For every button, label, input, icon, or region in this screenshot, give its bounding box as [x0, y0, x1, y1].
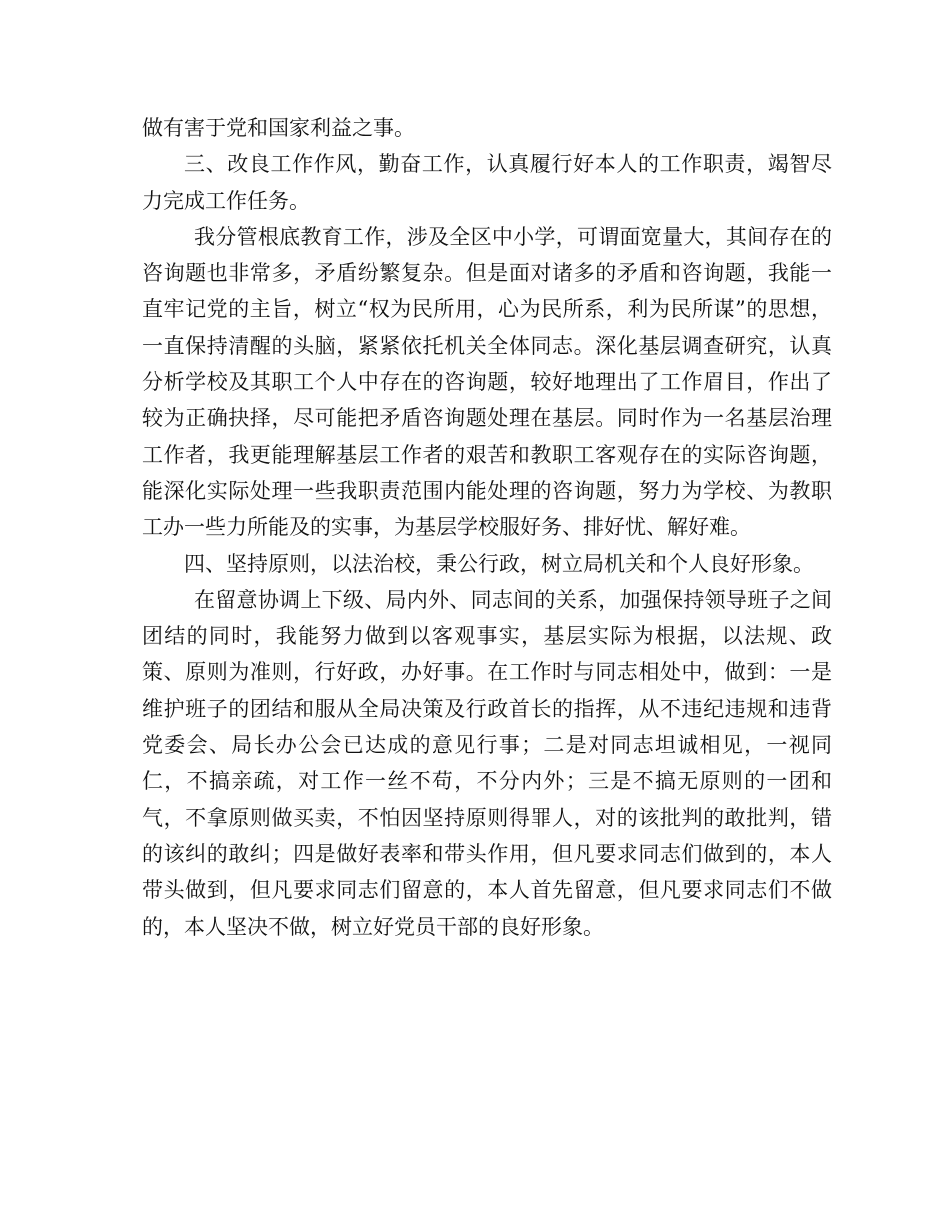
- section-heading-4: 四、坚持原则，以法治校，秉公行政，树立局机关和个人良好形象。: [184, 551, 814, 576]
- document-body: [142, 110, 832, 945]
- section-heading-3: 三、改良工作作风，勤奋工作，认真履行好本人的工作职责，竭智尽力完成工作任务。: [142, 152, 832, 213]
- paragraph-basic-education: 我分管根底教育工作，涉及全区中小学，可谓面宽量大，其间存在的咨询题也非常多，矛盾纷繁复杂。但是面对诸多的矛盾和咨询题，我能一直牢记党的主旨，树立“权为民所用，心为民所系，利为民所谋”的思想，一直保持清醒的头脑，紧紧依托机关全体同志。深化基层调查研究，认真分析学校及其职工个人中存在的咨询题，较好地理出了工作眉目，作出了较为正确抉择，尽可能把矛盾咨询题处理在基层。同时作为一名基层治理工作者，我更能理解基层工作者的艰苦和教职工客观存在的实际咨询题，能深化实际处理一些我职责范围内能处理的咨询题，努力为学校、为教职工办一些力所能及的实事，为基层学校服好务、排好忧、解好难。: [142, 224, 832, 540]
- paragraph-continuation: 做有害于党和国家利益之事。: [142, 116, 415, 140]
- paragraph-coordination: 在留意协调上下级、局内外、同志间的关系，加强保持领导班子之间团结的同时，我能努力做到以客观事实，基层实际为根据，以法规、政策、原则为准则，行好政，办好事。在工作时与同志相处中，做到：一是维护班子的团结和服从全局决策及行政首长的指挥，从不违纪违规和违背党委会、局长办公会已达成的意见行事；二是对同志坦诚相见，一视同仁，不搞亲疏，对工作一丝不苟，不分内外；三是不搞无原则的一团和气，不拿原则做买卖，不怕因坚持原则得罪人，对的该批判的敢批判，错的该纠的敢纠；四是做好表率和带头作用，但凡要求同志们做到的，本人带头做到，但凡要求同志们留意的，本人首先留意，但凡要求同志们不做的，本人坚决不做，树立好党员干部的良好形象。: [142, 587, 832, 939]
